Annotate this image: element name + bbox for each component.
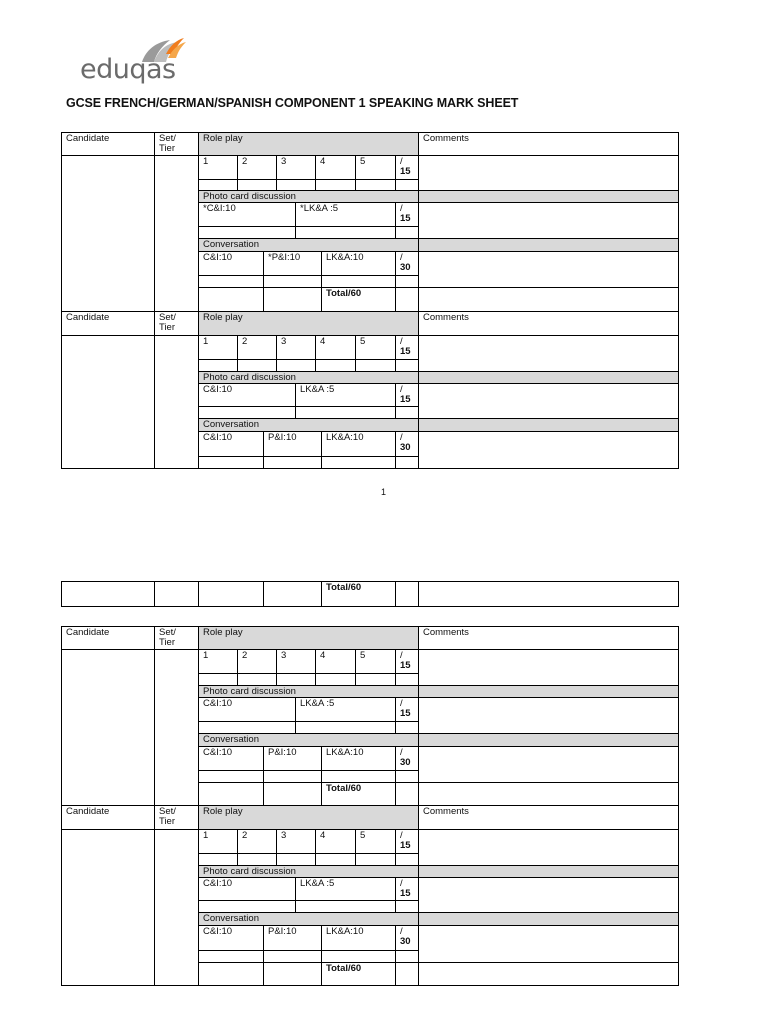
role-play-header: Role play: [198, 311, 419, 336]
total-label: Total/60: [321, 581, 396, 607]
conv-ci-label: C&I:10: [198, 431, 264, 457]
total-blank: [263, 962, 322, 986]
role-play-task-4: 4: [315, 335, 356, 360]
comments-field[interactable]: [418, 746, 679, 783]
conv-pi-label: *P&I:10: [263, 251, 322, 276]
score-box[interactable]: [263, 456, 322, 469]
comments-field[interactable]: [418, 581, 679, 607]
photo-ci-label: C&I:10: [198, 383, 296, 407]
role-play-task-2: 2: [237, 155, 277, 180]
comments-header: Comments: [418, 626, 679, 650]
comments-field[interactable]: [418, 877, 679, 913]
comments-field[interactable]: [418, 782, 679, 806]
photo-max: / 15: [395, 202, 419, 227]
role-play-task-2: 2: [237, 649, 277, 674]
role-play-max: / 15: [395, 335, 419, 360]
role-play-max: / 15: [395, 829, 419, 854]
role-play-task-2: 2: [237, 335, 277, 360]
role-play-max: / 15: [395, 155, 419, 180]
conversation-header: Conversation: [198, 418, 419, 432]
set-tier-header: Set/ Tier: [154, 311, 199, 336]
conversation-max: / 30: [395, 251, 419, 276]
role-play-task-5: 5: [355, 649, 396, 674]
total-blank: [263, 287, 322, 312]
total-score-box[interactable]: [395, 581, 419, 607]
role-play-task-4: 4: [315, 155, 356, 180]
conv-lka-label: LK&A:10: [321, 925, 396, 951]
comments-field[interactable]: [418, 697, 679, 734]
role-play-task-3: 3: [276, 649, 316, 674]
comments-header: Comments: [418, 132, 679, 156]
photo-lka-label: LK&A :5: [295, 697, 396, 722]
document-title: GCSE FRENCH/GERMAN/SPANISH COMPONENT 1 SPEAKING MARK SHEET: [66, 96, 519, 110]
logo-text: eduqas: [80, 54, 176, 85]
conversation-header: Conversation: [198, 733, 419, 747]
role-play-task-4: 4: [315, 649, 356, 674]
photo-lka-label: *LK&A :5: [295, 202, 396, 227]
photo-card-header: Photo card discussion: [198, 865, 419, 878]
conversation-max: / 30: [395, 431, 419, 457]
set-tier-header: Set/ Tier: [154, 805, 199, 830]
conv-pi-label: P&I:10: [263, 925, 322, 951]
shade-spacer: [418, 418, 679, 432]
set-tier-header: Set/ Tier: [154, 132, 199, 156]
conv-ci-label: C&I:10: [198, 925, 264, 951]
comments-header: Comments: [418, 805, 679, 830]
eduqas-logo: [80, 36, 190, 94]
total-blank: [263, 581, 322, 607]
role-play-task-1: 1: [198, 829, 238, 854]
role-play-task-1: 1: [198, 155, 238, 180]
photo-card-header: Photo card discussion: [198, 371, 419, 384]
comments-field[interactable]: [418, 335, 679, 372]
candidate-header: Candidate: [61, 311, 155, 336]
role-play-task-1: 1: [198, 649, 238, 674]
role-play-task-5: 5: [355, 335, 396, 360]
shade-spacer: [418, 733, 679, 747]
set-tier-field[interactable]: [154, 581, 199, 607]
candidate-name-field[interactable]: [61, 581, 155, 607]
photo-card-header: Photo card discussion: [198, 190, 419, 203]
total-blank: [263, 782, 322, 806]
candidate-name-field[interactable]: [61, 649, 155, 806]
photo-card-header: Photo card discussion: [198, 685, 419, 698]
conv-ci-label: C&I:10: [198, 746, 264, 771]
photo-ci-label: *C&I:10: [198, 202, 296, 227]
role-play-task-3: 3: [276, 829, 316, 854]
score-box[interactable]: [321, 456, 396, 469]
photo-ci-label: C&I:10: [198, 697, 296, 722]
role-play-task-1: 1: [198, 335, 238, 360]
role-play-task-3: 3: [276, 155, 316, 180]
comments-field[interactable]: [418, 829, 679, 866]
total-blank: [198, 287, 264, 312]
shade-spacer: [418, 912, 679, 926]
comments-field[interactable]: [418, 202, 679, 239]
comments-field[interactable]: [418, 383, 679, 419]
role-play-task-4: 4: [315, 829, 356, 854]
photo-max: / 15: [395, 383, 419, 407]
candidate-header: Candidate: [61, 626, 155, 650]
set-tier-field[interactable]: [154, 829, 199, 986]
total-label: Total/60: [321, 287, 396, 312]
set-tier-field[interactable]: [154, 335, 199, 469]
conversation-max: / 30: [395, 746, 419, 771]
comments-field[interactable]: [418, 925, 679, 963]
role-play-task-2: 2: [237, 829, 277, 854]
conv-lka-label: LK&A:10: [321, 431, 396, 457]
candidate-name-field[interactable]: [61, 155, 155, 312]
conv-lka-label: LK&A:10: [321, 251, 396, 276]
photo-lka-label: LK&A :5: [295, 383, 396, 407]
role-play-task-5: 5: [355, 829, 396, 854]
page-number: 1: [381, 487, 387, 497]
photo-lka-label: LK&A :5: [295, 877, 396, 901]
conversation-max: / 30: [395, 925, 419, 951]
conv-ci-label: C&I:10: [198, 251, 264, 276]
set-tier-field[interactable]: [154, 649, 199, 806]
comments-field[interactable]: [418, 962, 679, 986]
comments-header: Comments: [418, 311, 679, 336]
comments-field[interactable]: [418, 251, 679, 288]
shade-spacer: [418, 238, 679, 252]
role-play-task-5: 5: [355, 155, 396, 180]
set-tier-header: Set/ Tier: [154, 626, 199, 650]
total-label: Total/60: [321, 782, 396, 806]
total-score-box[interactable]: [395, 287, 419, 312]
conversation-header: Conversation: [198, 238, 419, 252]
candidate-header: Candidate: [61, 132, 155, 156]
comments-field[interactable]: [418, 155, 679, 191]
comments-field[interactable]: [418, 649, 679, 686]
candidate-name-field[interactable]: [61, 335, 155, 469]
role-play-header: Role play: [198, 132, 419, 156]
set-tier-field[interactable]: [154, 155, 199, 312]
total-label: Total/60: [321, 962, 396, 986]
role-play-max: / 15: [395, 649, 419, 674]
candidate-name-field[interactable]: [61, 829, 155, 986]
role-play-header: Role play: [198, 626, 419, 650]
total-blank: [198, 581, 264, 607]
comments-field[interactable]: [418, 431, 679, 469]
conv-lka-label: LK&A:10: [321, 746, 396, 771]
total-blank: [198, 782, 264, 806]
total-score-box[interactable]: [395, 962, 419, 986]
photo-ci-label: C&I:10: [198, 877, 296, 901]
conv-pi-label: P&I:10: [263, 746, 322, 771]
score-box[interactable]: [395, 456, 419, 469]
total-score-box[interactable]: [395, 782, 419, 806]
photo-max: / 15: [395, 697, 419, 722]
total-blank: [198, 962, 264, 986]
conv-pi-label: P&I:10: [263, 431, 322, 457]
role-play-task-3: 3: [276, 335, 316, 360]
conversation-header: Conversation: [198, 912, 419, 926]
photo-max: / 15: [395, 877, 419, 901]
candidate-header: Candidate: [61, 805, 155, 830]
score-box[interactable]: [198, 456, 264, 469]
comments-field[interactable]: [418, 287, 679, 312]
role-play-header: Role play: [198, 805, 419, 830]
